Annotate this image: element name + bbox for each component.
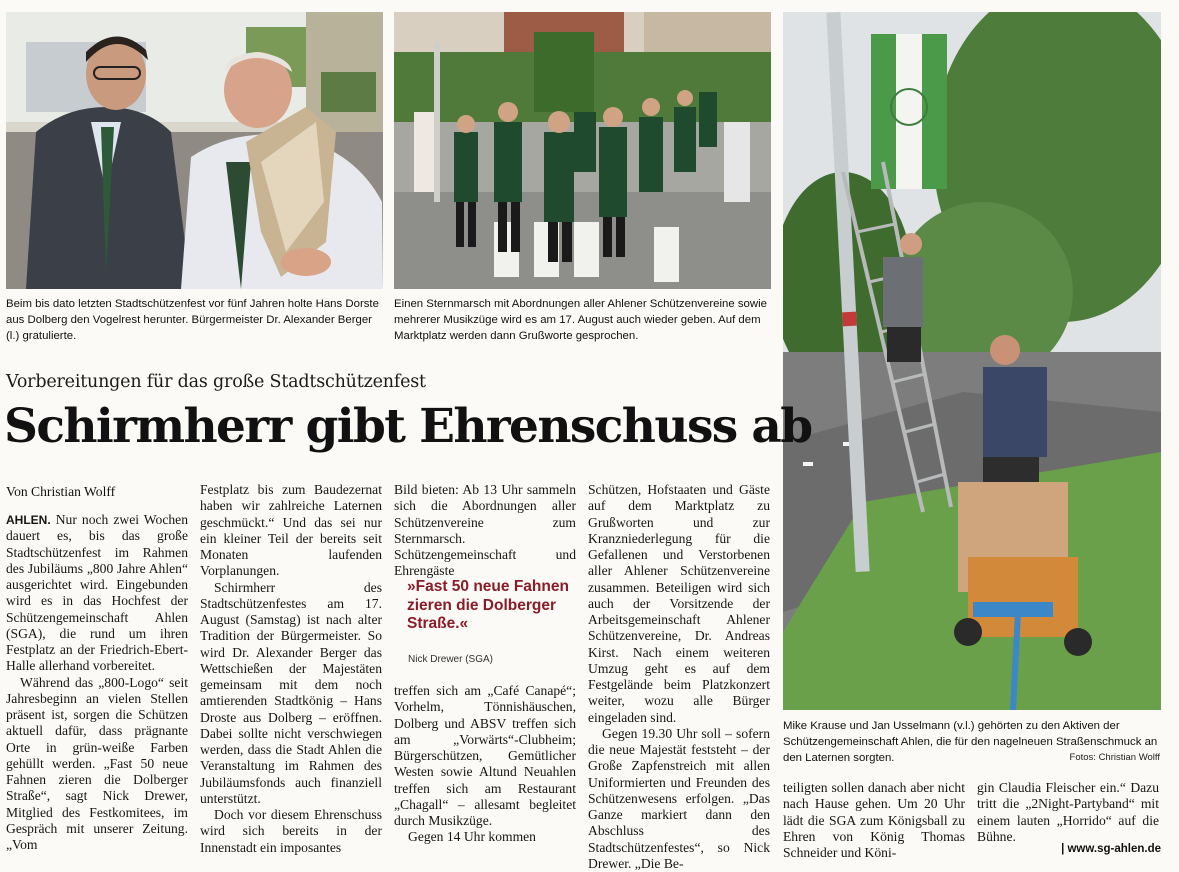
article-column-4: [588, 482, 770, 872]
website-link[interactable]: | www.sg-ahlen.de: [1061, 843, 1161, 855]
photo-3-illustration: [783, 12, 1161, 710]
photo-1-illustration: [6, 12, 383, 289]
photo-3-caption: Mike Krause und Jan Usselmann (v.l.) gehörten zu den Aktiven der Schützengemeinschaft Ahlen, die für den nagelneuen Straßenschmuck an den Laternen sorgten.: [783, 720, 1158, 764]
pull-quote-source: Nick Drewer (SGA): [408, 654, 494, 665]
article-column-5: [783, 780, 965, 861]
photo-2-illustration: [394, 12, 771, 289]
paragraph-8: Gegen 14 Uhr kommen: [408, 829, 536, 845]
paragraph-5: Doch vor diesem Ehrenschuss wird sich bereits in der Innenstadt ein imposantes: [200, 807, 382, 855]
paragraph-11: teiligten sollen danach aber nicht nach Hause gehen. Um 20 Uhr lädt die SGA zum Königsball zu Ehren von König Thomas Schneider und Köni-: [783, 780, 965, 860]
paragraph-9: Schützen, Hofstaaten und Gäste auf dem Marktplatz zu Grußworten und zur Kranzniederlegung für die Gefallenen und Verstorbenen aller Ahlener Schützenvereine zusammen. Beteiligen wird sich auch der Vorsitzende der Arbeitsgemeinschaft Ahlener Schützenvereine, Dr. Andreas Kirst. Nach einem weiteren Umzug geht es auf dem Festgelände beim Platzkonzert weiter, wozu alle Bürger eingeladen sind.: [588, 482, 770, 725]
article-byline: Von Christian Wolff: [6, 484, 116, 499]
article-column-3-top: [394, 482, 576, 580]
paragraph-1: Nur noch zwei Wochen dauert es, bis das große Stadtschützenfest im Rahmen des Jubiläums „800 Jahre Ahlen“ ausgerichtet wird. Eingebunden wird es in das Hochfest der Schützengemeinschaft Ahlen (SGA), die rund um ihren Festplatz an der Friedrich-Ebert-Halle allerhand vorbereitet.: [6, 512, 189, 674]
photo-flag-on-lamppost: [783, 12, 1161, 710]
paragraph-2: Während das „800-Logo“ seit Jahresbeginn an vielen Stellen präsent ist, sorgen die Schützen aktuell dafür, dass prägnante Orte in grün-weiße Farben gehüllt werden. „Fast 50 neue Fahnen zieren die Dolberger Straße“, sagt Nick Drewer, Mitglied des Festkomitees, im Gespräch mit unserer Zeitung. „Vom: [6, 674, 188, 852]
paragraph-6: Bild bieten: Ab 13 Uhr sammeln sich die Abordnungen aller Schützenvereine zum Sternmarsch. Schützengemeinschaft und Ehrengäste: [394, 482, 576, 579]
photo-star-march-parade: [394, 12, 771, 289]
paragraph-4: Schirmherr des Stadtschützenfestes am 17. August (Samstag) ist nach alter Tradition der Bürgermeister. So wird Dr. Alexander Berger das Wettschießen der Majestäten gemeinsam mit dem noch amtierenden Stadtkönig – Hans Droste aus Dolberg – eröffnen. Dabei sollte nicht verschwiegen werden, dass die Stadt Ahlen die Veranstaltung im Rahmen des Jubiläumsfonds auch finanziell unterstützt.: [200, 579, 382, 806]
photo-1-caption: Beim bis dato letzten Stadtschützenfest vor fünf Jahren holte Hans Dorste aus Dolberg den Vogelrest herunter. Bürgermeister Dr. Alexander Berger (l.) gratulierte.: [6, 298, 379, 342]
photo-mayor-and-bird-king: [6, 12, 383, 289]
photo-2-caption: Einen Sternmarsch mit Abordnungen aller Ahlener Schützenvereine sowie mehrerer Musikzüge wird es am 17. August auch wieder geben. Auf dem Marktplatz werden dann Grußworte gesprochen.: [394, 298, 767, 342]
article-headline: Schirmherr gibt Ehrenschuss ab: [4, 399, 812, 454]
article-column-1: [6, 512, 188, 853]
article-column-2: [200, 482, 382, 856]
article-kicker: Vorbereitungen für das große Stadtschützenfest: [6, 372, 426, 392]
article-column-3-bottom: [394, 683, 576, 846]
paragraph-7: treffen sich am „Café Canapé“; Vorhelm, Tönnishäuschen, Dolberg und ABSV treffen sich am „Vorwärts“-Clubheim; Bürgerschützen, Gemütlicher Westen sowie Altund Neuahlen treffen sich am Restaurant „Chagall“ – allesamt begleitet durch Musikzüge.: [394, 683, 576, 828]
paragraph-12: gin Claudia Fleischer ein.“ Dazu tritt die „2Night-Partyband“ mit einem lauten „Horrido“ auf die Bühne.: [977, 780, 1159, 844]
dateline: AHLEN.: [6, 513, 51, 527]
photo-credit: Fotos: Christian Wolff: [1069, 752, 1160, 763]
article-column-6: [977, 780, 1159, 845]
paragraph-3: Festplatz bis zum Baudezernat haben wir zahlreiche Laternen geschmückt.“ Und das sei nur ein kleiner Teil der bereits seit Monaten laufenden Vorplanungen.: [200, 482, 382, 579]
paragraph-10: Gegen 19.30 Uhr soll – sofern die neue Majestät feststeht – der Große Zapfenstreich mit allen Uniformierten und Freunden des Schützenwesens erfolgen. „Das Ganze markiert dann den Abschluss des Stadtschützenfestes“, so Nick Drewer. „Die Be-: [588, 725, 770, 871]
pull-quote: »Fast 50 neue Fahnen zieren die Dolberger Straße.«: [407, 578, 569, 632]
